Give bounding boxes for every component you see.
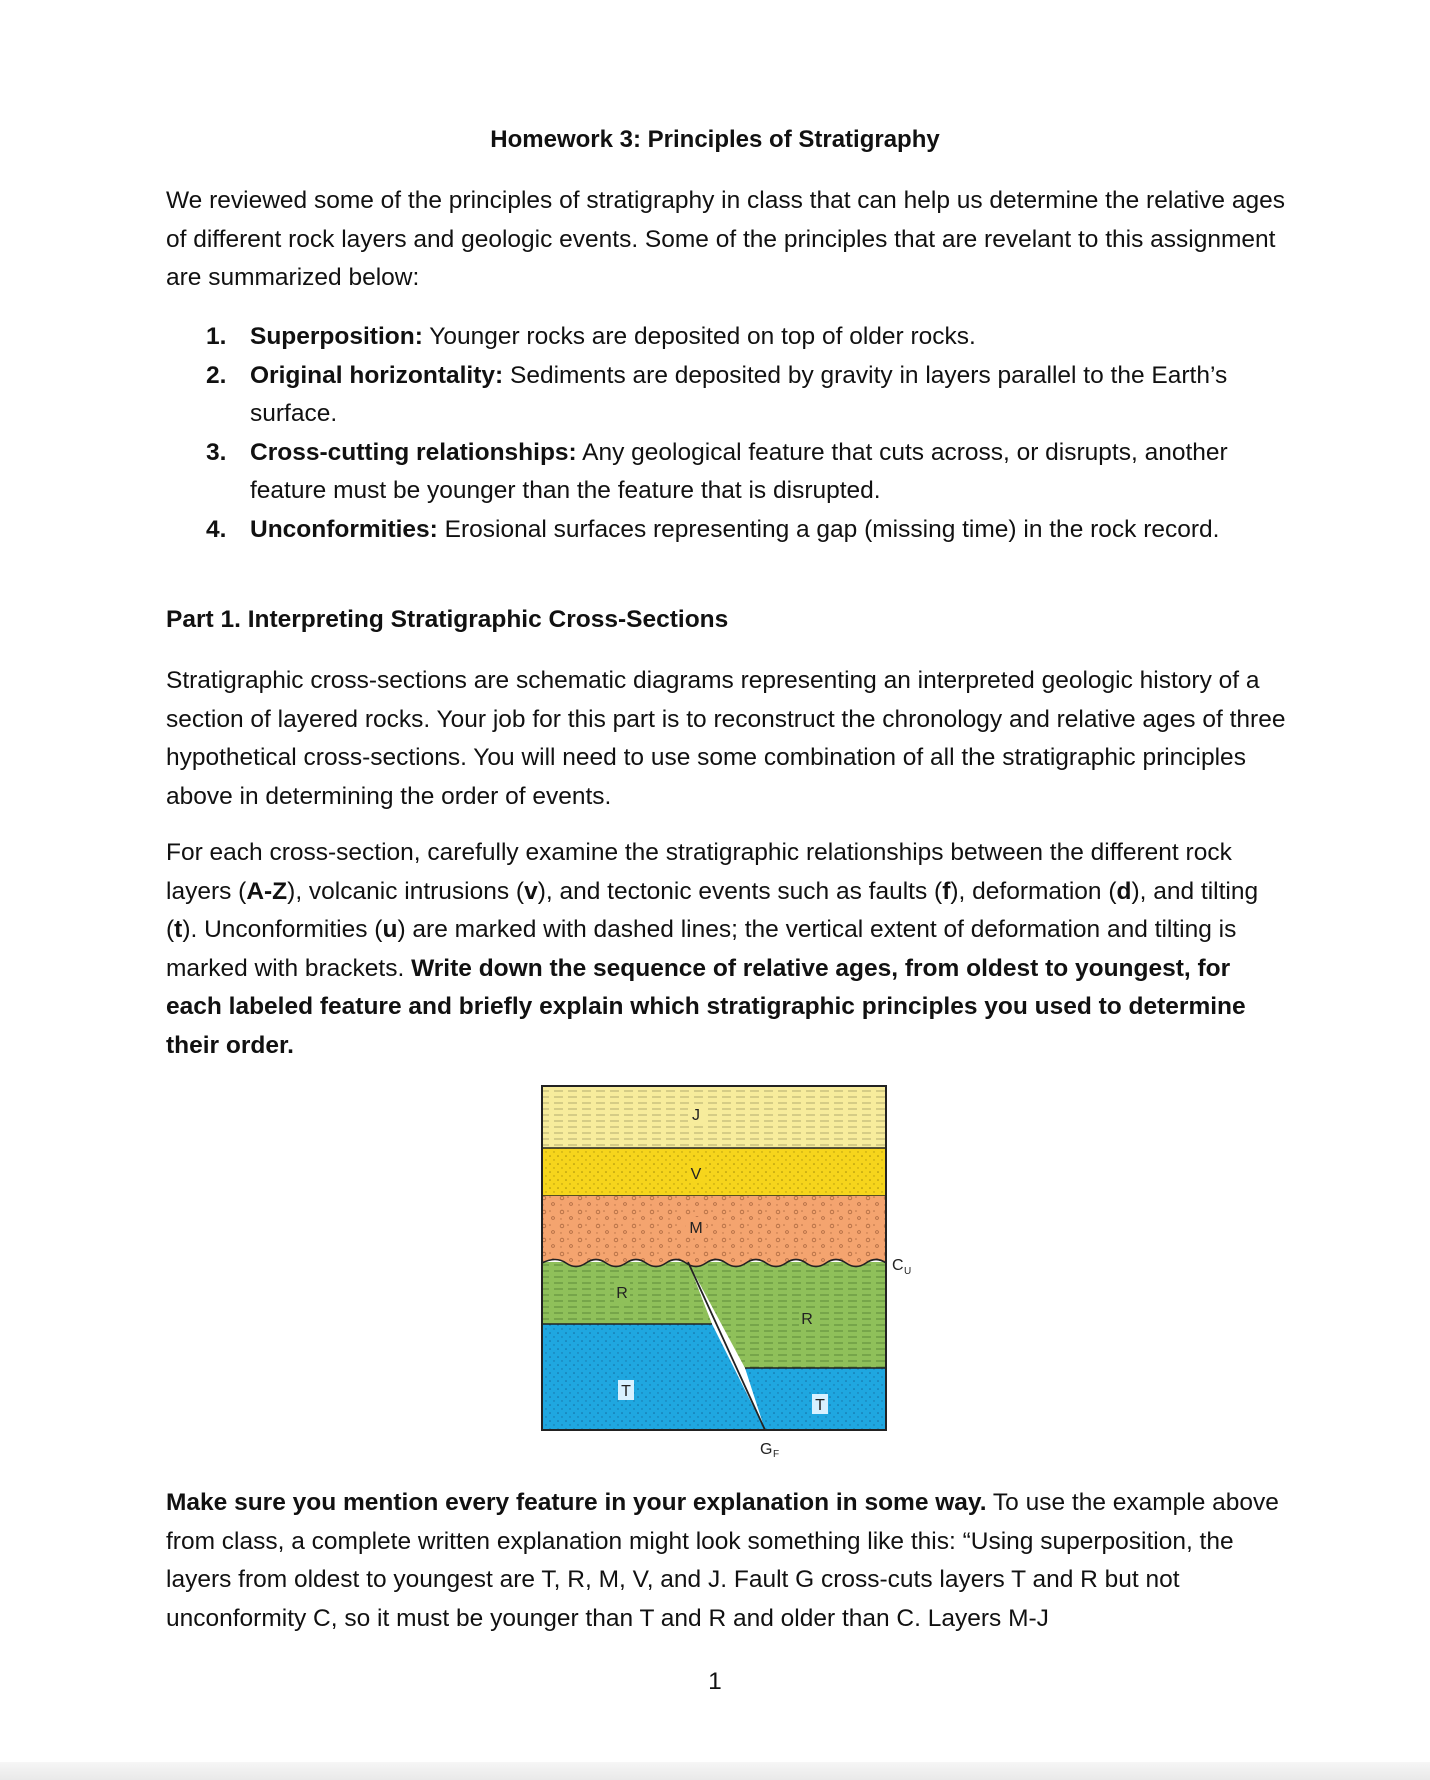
svg-text:G: G <box>760 1441 773 1458</box>
svg-text:C: C <box>892 1257 904 1274</box>
list-item: 2. Original horizontality: Sediments are deposited by gravity in layers parallel to the Earth’s surface. <box>206 361 1228 427</box>
example-paragraph: Make sure you mention every feature in your explanation in some way. To use the example above from class, a complete written explanation might look something like this: “Using superposition, the layers from oldest to youngest are T, R, M, V, and J. Fault G cross-cuts layers T and R but not unconformity C, so it must be younger than T and R and older than C. Layers M-J <box>166 1489 1279 1632</box>
label-c-unconformity <box>892 1257 911 1277</box>
label-r-right <box>799 1308 815 1328</box>
intro-paragraph: We reviewed some of the principles of stratigraphy in class that can help us determine the relative ages of different rock layers and geologic events. Some of the principles that are revelant to this assignment are summarized below: <box>166 187 1285 291</box>
cross-section-diagram <box>540 1082 940 1472</box>
svg-text:V: V <box>690 1166 702 1183</box>
label-v <box>688 1163 704 1183</box>
svg-text:R: R <box>801 1311 813 1328</box>
principles-list <box>206 318 1286 549</box>
svg-text:T: T <box>621 1383 631 1400</box>
label-j <box>688 1104 704 1124</box>
svg-text:M: M <box>689 1220 703 1237</box>
page-number: 1 <box>708 1668 722 1695</box>
part1-intro-paragraph: Stratigraphic cross-sections are schematic diagrams representing an interpreted geologic history of a section of layered rocks. Your job for this part is to reconstruct the chronology and relative ages of three hypothetical cross-sections. You will need to use some combination of all the stratigraphic principles above in determining the order of events. <box>166 667 1286 810</box>
label-g-fault <box>760 1441 779 1460</box>
list-item: 4. Unconformities: Erosional surfaces representing a gap (missing time) in the rock record. <box>206 515 1220 543</box>
label-t-left <box>618 1380 634 1400</box>
label-m <box>686 1217 706 1237</box>
svg-text:J: J <box>692 1107 700 1124</box>
label-t-right <box>812 1394 828 1414</box>
page-title: Homework 3: Principles of Stratigraphy <box>490 126 940 153</box>
svg-text:R: R <box>616 1285 628 1302</box>
label-r-left <box>614 1282 630 1302</box>
list-item: 3. Cross-cutting relationships: Any geological feature that cuts across, or disrupts, another feature must be younger than the feature that is disrupted. <box>206 438 1228 504</box>
list-item: 1. Superposition: Younger rocks are deposited on top of older rocks. <box>206 323 976 350</box>
svg-text:F: F <box>773 1449 780 1460</box>
instructions-paragraph: For each cross-section, carefully examine the stratigraphic relationships between the different rock layers (A-Z), volcanic intrusions (v), and tectonic events such as faults (f), deformation (d), and tilting (t). Unconformities (u) are marked with dashed lines; the vertical extent of deformation and tilting is marked with brackets. Write down the sequence of relative ages, from oldest to youngest, for each labeled feature and briefly explain which stratigraphic principles you used to determine their order. <box>166 839 1259 1059</box>
bottom-edge <box>0 1762 1430 1780</box>
part1-heading: Part 1. Interpreting Stratigraphic Cross-Sections <box>166 606 729 633</box>
svg-text:T: T <box>815 1397 825 1414</box>
svg-text:U: U <box>904 1266 912 1277</box>
